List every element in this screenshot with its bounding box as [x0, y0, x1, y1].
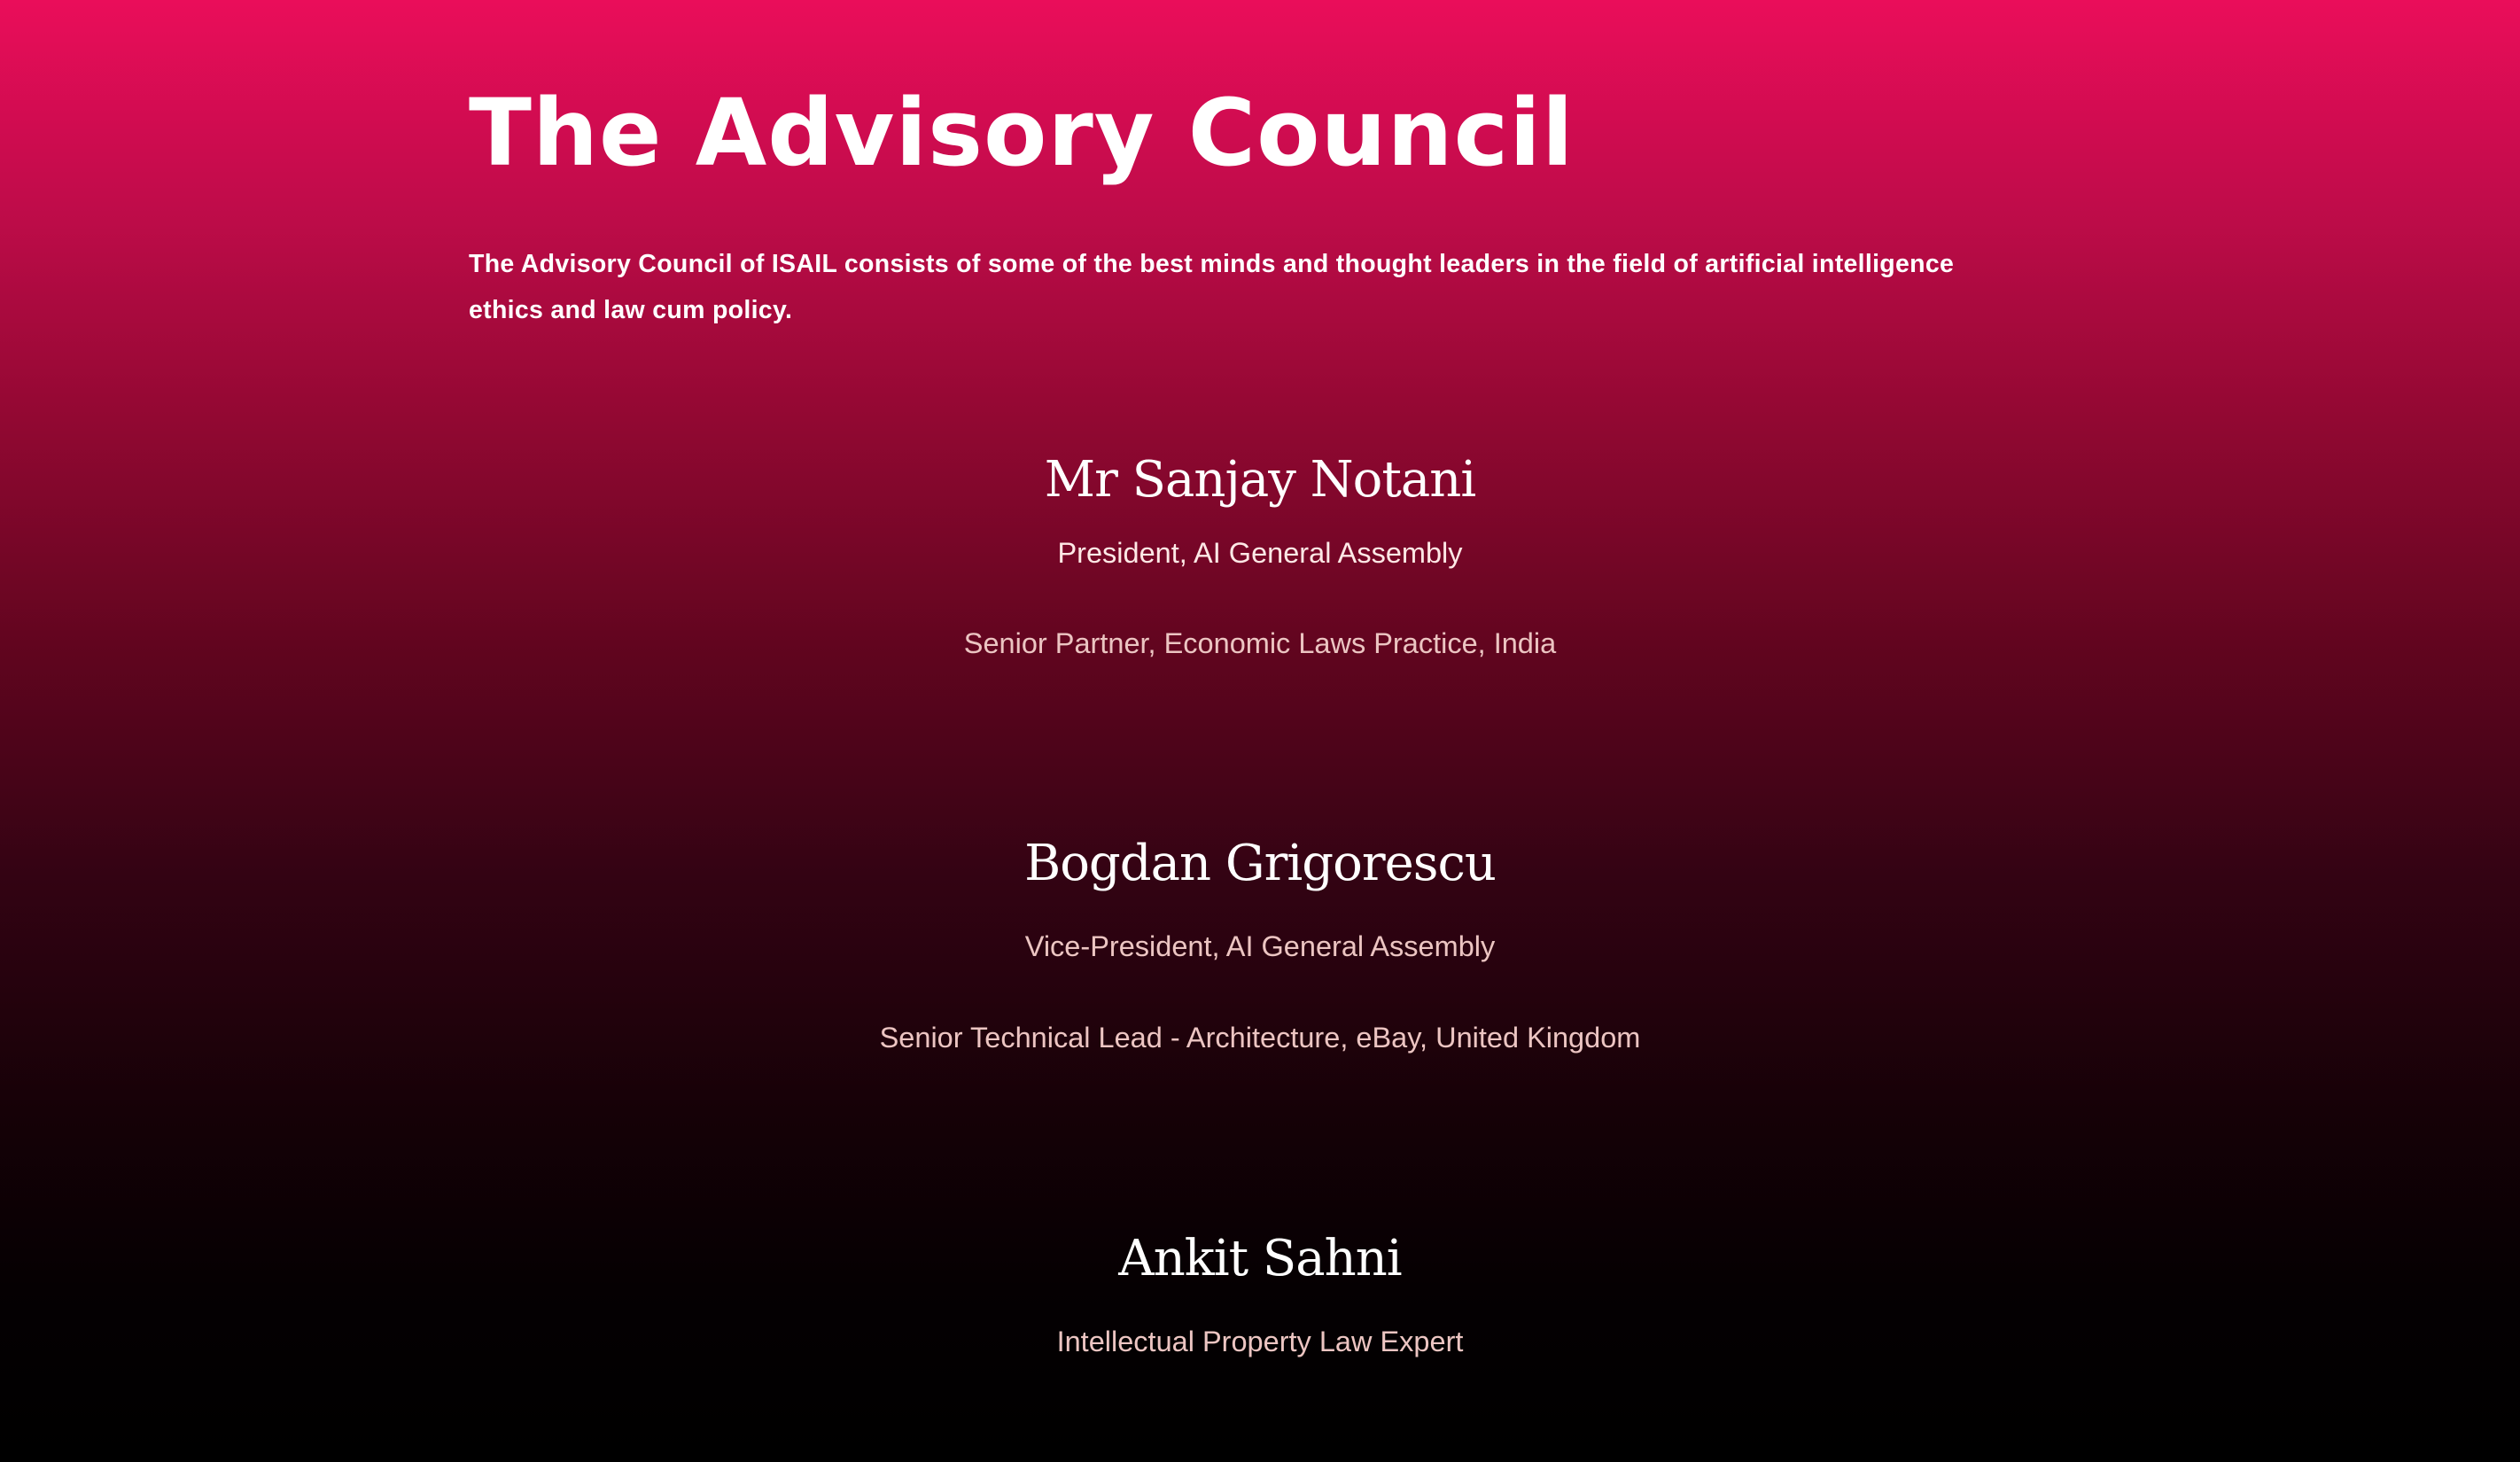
member-name: Bogdan Grigorescu [1024, 835, 1496, 892]
intro-paragraph: The Advisory Council of ISAIL consists of some of the best minds and thought leaders in the field of artificial intelligence ethics and law cum policy. [469, 250, 1955, 324]
member-position: Senior Partner, Economic Laws Practice, India [963, 627, 1557, 659]
member-role: Intellectual Property Law Expert [1056, 1326, 1464, 1357]
page-title: The Advisory Council [469, 79, 1575, 187]
member-role: Vice-President, AI General Assembly [1024, 930, 1496, 962]
member-name: Ankit Sahni [1118, 1230, 1402, 1287]
member-position: Senior Technical Lead - Architecture, eBay, United Kingdom [879, 1022, 1641, 1054]
member-card [0, 828, 2520, 1054]
member-card [0, 445, 2520, 659]
member-role: President, AI General Assembly [1057, 537, 1463, 569]
member-card [0, 1224, 2520, 1357]
council-header [469, 71, 2055, 324]
member-name: Mr Sanjay Notani [1044, 451, 1476, 509]
